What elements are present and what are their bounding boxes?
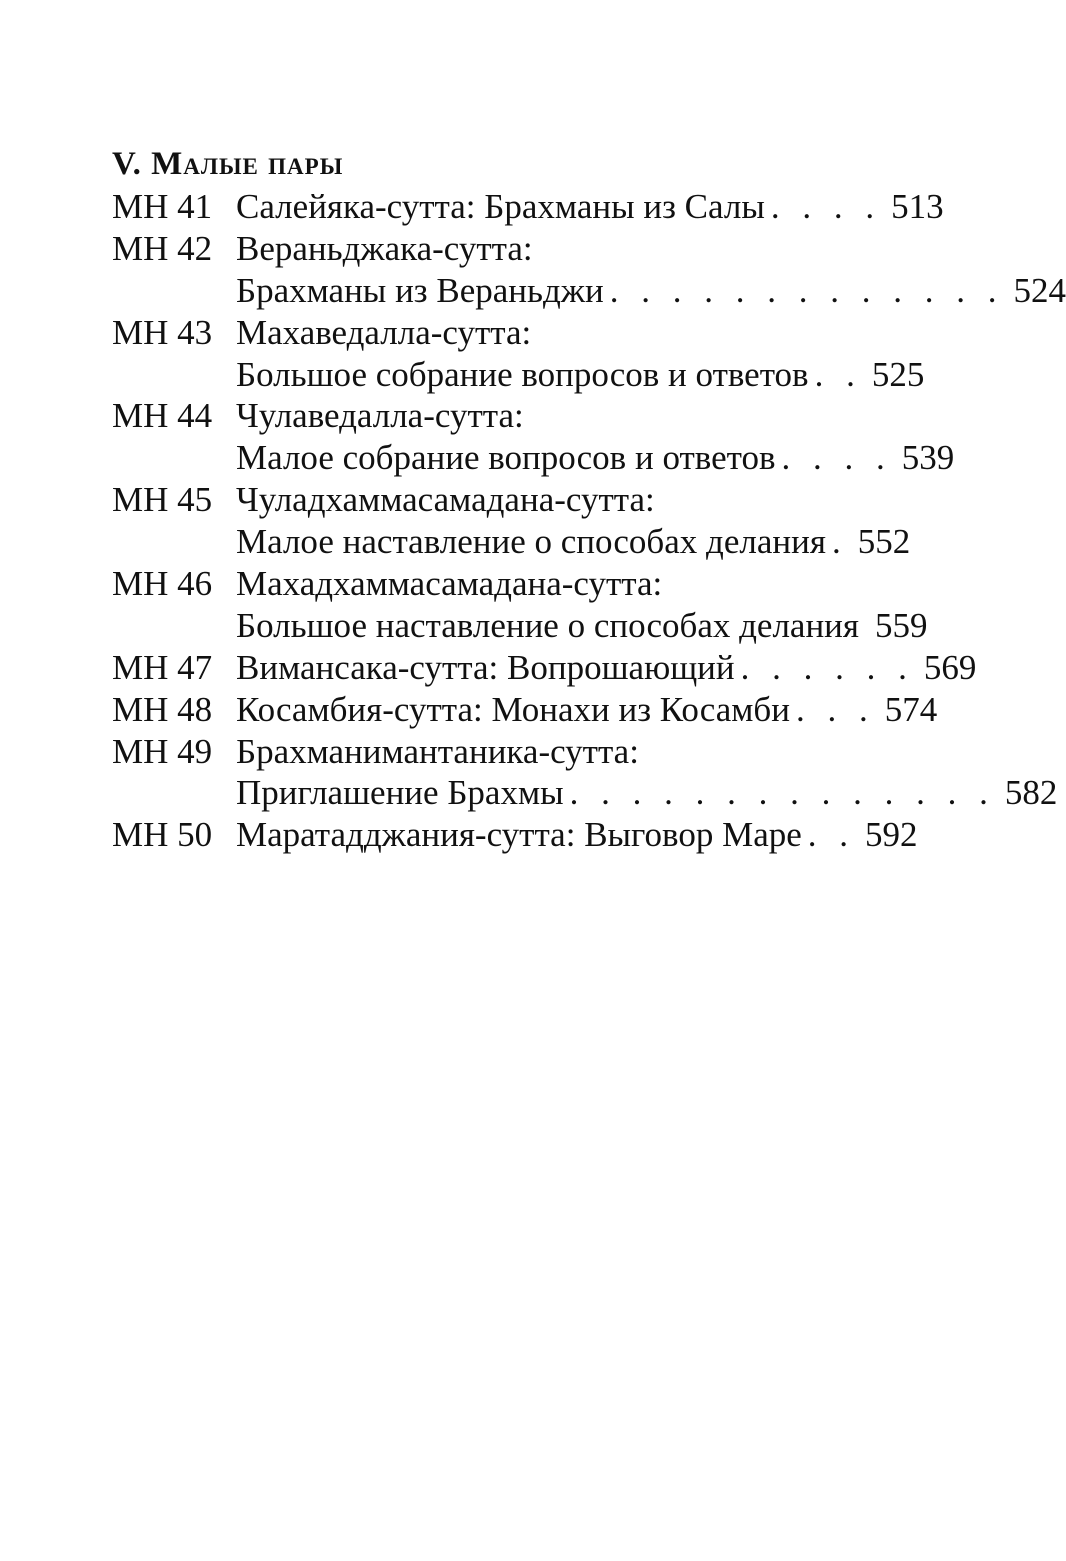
sutta-subtitle: Большое собрание вопросов и ответов <box>236 354 809 394</box>
toc-line-text <box>236 354 925 396</box>
page-number: 552 <box>857 522 911 562</box>
sutta-title: Вераньджака-сутта: <box>236 228 533 268</box>
page-number: 539 <box>901 438 955 478</box>
dot-leader: . . . . <box>770 187 882 226</box>
sutta-subtitle: Большое наставление о способах делания <box>236 605 860 645</box>
toc-entry-mn43 <box>112 312 925 396</box>
sutta-title: Вимансака-сутта: Вопрошающий <box>236 647 735 687</box>
toc-line <box>112 689 938 731</box>
toc-line-text <box>236 270 1066 312</box>
sutta-code: МН 48 <box>112 689 213 729</box>
dot-leader: . . . <box>795 689 875 729</box>
toc-line-text <box>236 186 944 228</box>
section-title: V. Малые пары <box>112 146 344 182</box>
sutta-code: МН 49 <box>112 731 213 771</box>
sutta-title: Махаведалла-сутта: <box>236 312 532 352</box>
toc-line <box>112 186 944 228</box>
toc-entry-mn45 <box>112 479 911 563</box>
sutta-subtitle: Приглашение Брахмы <box>236 773 564 813</box>
page-number: 559 <box>875 605 928 645</box>
toc-entry-mn42 <box>112 228 1066 312</box>
sutta-title: Косамбия-сутта: Монахи из Косамби <box>236 689 790 729</box>
page-number: 592 <box>865 815 918 855</box>
page-number: 569 <box>923 647 977 687</box>
toc-line <box>112 270 1066 312</box>
toc-line-text <box>236 689 938 731</box>
toc-line <box>112 228 902 270</box>
toc-entry-mn48 <box>112 689 938 731</box>
sutta-title: Брахманимантаника-сутта: <box>236 731 639 771</box>
toc-line <box>112 563 902 605</box>
toc-line <box>112 814 918 856</box>
page-number: 525 <box>871 354 925 394</box>
sutta-title: Салейяка-сутта: Брахманы из Салы <box>236 187 765 226</box>
sutta-title: Чуладхаммасамадана-сутта: <box>236 480 655 520</box>
toc-line-text <box>236 814 918 856</box>
toc-line <box>112 605 928 647</box>
page-number: 582 <box>1004 773 1058 813</box>
toc-line <box>112 647 977 689</box>
sutta-code: МН 44 <box>112 396 213 436</box>
toc-entry-mn44 <box>112 395 955 479</box>
page-number: 574 <box>884 689 938 729</box>
dot-leader: . . . . . . . . . . . . . . <box>569 773 995 813</box>
sutta-title: Чулаведалла-сутта: <box>236 396 524 436</box>
toc-line-text <box>236 772 1058 814</box>
dot-leader: . . . . . . <box>740 647 914 687</box>
toc-entry-mn46 <box>112 563 928 647</box>
toc-line-text <box>236 521 911 563</box>
toc-line <box>112 772 1058 814</box>
dot-leader: . <box>831 522 848 562</box>
dot-leader: . . . . <box>781 438 892 478</box>
sutta-subtitle: Малое собрание вопросов и ответов <box>236 438 776 478</box>
toc-entry-mn41 <box>112 186 944 228</box>
sutta-code: МН 42 <box>112 228 213 268</box>
sutta-subtitle: Малое наставление о способах делания <box>236 522 826 562</box>
sutta-code: МН 46 <box>112 564 213 604</box>
toc-line-text <box>236 605 928 647</box>
sutta-code: МН 41 <box>112 187 213 226</box>
toc-line <box>112 521 911 563</box>
toc-line <box>112 354 925 396</box>
sutta-code: МН 50 <box>112 815 213 855</box>
sutta-title: Маратадджания-сутта: Выговор Маре <box>236 815 802 855</box>
toc-line-text <box>236 647 977 689</box>
page-number: 513 <box>891 187 944 226</box>
sutta-code: МН 45 <box>112 480 213 520</box>
page-number: 524 <box>1013 270 1066 310</box>
sutta-code: МН 43 <box>112 312 213 352</box>
sutta-code: МН 47 <box>112 647 213 687</box>
toc-entry-mn49 <box>112 731 1058 815</box>
toc-line <box>112 312 902 354</box>
toc-line <box>112 731 902 773</box>
toc-entry-mn50 <box>112 814 918 856</box>
toc-line <box>112 395 902 437</box>
sutta-subtitle: Брахманы из Вераньджи <box>236 270 604 310</box>
sutta-title: Махадхаммасамадана-сутта: <box>236 564 663 604</box>
dot-leader: . . . . . . . . . . . . . <box>609 270 1004 310</box>
toc-entry-mn47 <box>112 647 977 689</box>
table-of-contents <box>112 186 1066 856</box>
dot-leader: . . <box>807 815 856 855</box>
toc-line <box>112 437 955 479</box>
toc-line <box>112 479 902 521</box>
dot-leader: . . <box>814 354 862 394</box>
toc-line-text <box>236 437 955 479</box>
